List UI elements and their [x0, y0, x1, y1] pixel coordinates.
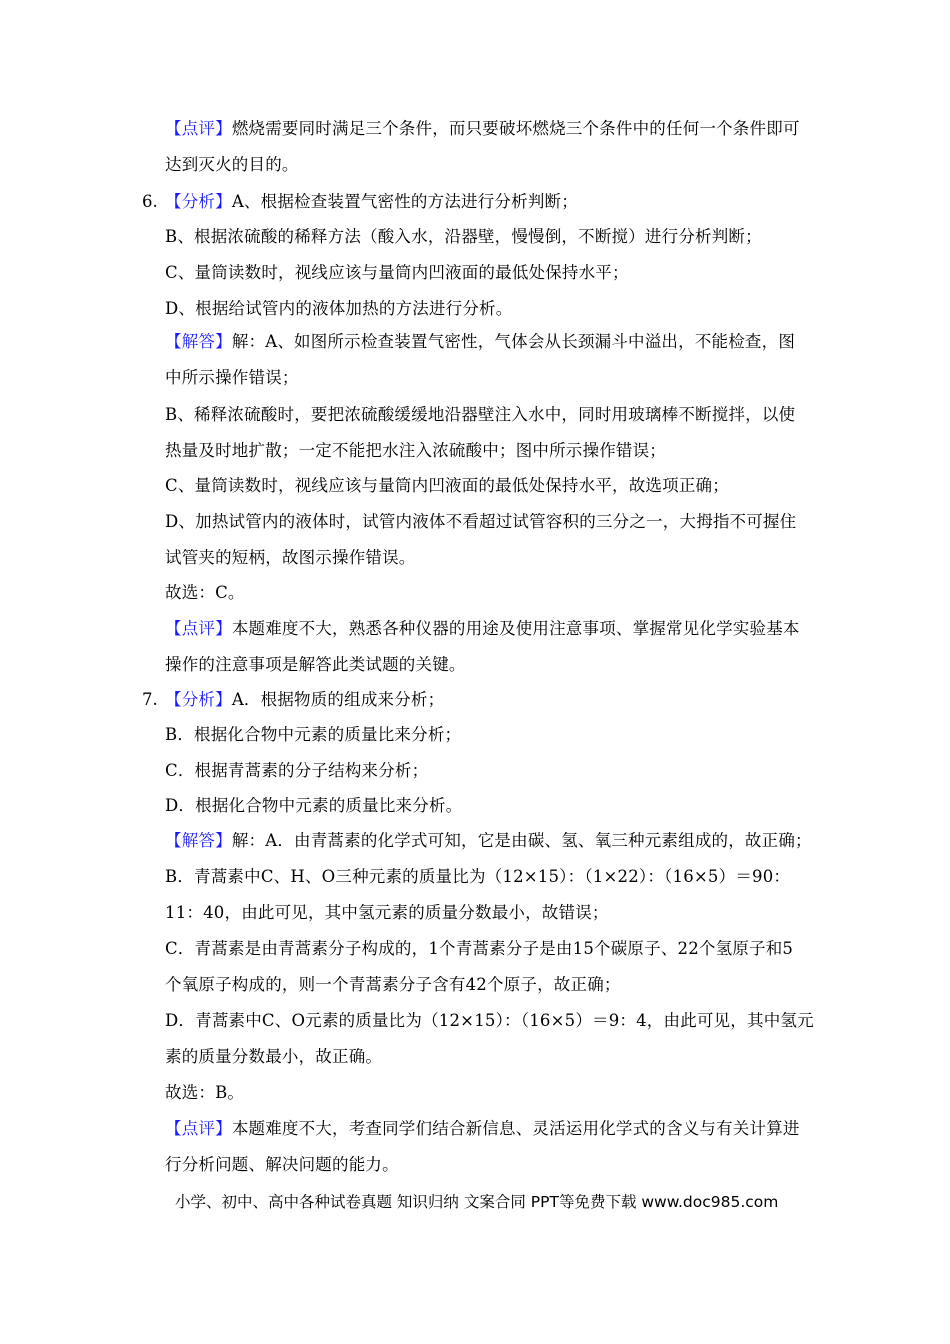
text-line: [165, 475, 729, 497]
text-line: [165, 440, 666, 462]
text-line: [165, 974, 621, 996]
line-text: 11：40，由此可见，其中氢元素的质量分数最小，故错误；: [165, 903, 609, 922]
section-tag: 【解答】: [165, 831, 232, 850]
text-line: [165, 154, 299, 176]
line-text: B、稀释浓硫酸时，要把浓硫酸缓缓地沿器壁注入水中，同时用玻璃棒不断搅拌，以使: [165, 405, 796, 424]
text-line: [165, 1082, 244, 1104]
line-text: D、加热试管内的液体时，试管内液体不看超过试管容积的三分之一，大拇指不可握住: [165, 512, 797, 531]
line-text: 试管夹的短柄，故图示操作错误。: [165, 548, 416, 567]
text-line: [165, 191, 578, 213]
section-tag: 【点评】: [165, 119, 232, 138]
text-line: [165, 1154, 399, 1176]
line-text: 燃烧需要同时满足三个条件，而只要破坏燃烧三个条件中的任何一个条件即可: [231, 119, 800, 138]
text-line: [165, 830, 812, 852]
text-line: [165, 582, 245, 604]
line-text: 行分析问题、解决问题的能力。: [165, 1155, 399, 1174]
section-tag: 【点评】: [165, 1119, 232, 1138]
text-line: [165, 654, 466, 676]
line-text: 素的质量分数最小，故正确。: [165, 1047, 383, 1066]
text-line: [165, 1118, 800, 1140]
question-number: 7.: [142, 690, 158, 709]
line-text: 本题难度不大，考查同学们结合新信息、灵活运用化学式的含义与有关计算进: [231, 1119, 800, 1138]
text-line: [165, 618, 800, 640]
page-footer: 小学、初中、高中各种试卷真题 知识归纳 文案合同 PPT等免费下载 www.doc985.com: [175, 1193, 779, 1211]
text-line: [165, 689, 444, 711]
line-text: C．青蒿素是由青蒿素分子构成的，1个青蒿素分子是由15个碳原子、22个氢原子和5: [165, 939, 794, 958]
line-text: 本题难度不大，熟悉各种仪器的用途及使用注意事项、掌握常见化学实验基本: [231, 619, 800, 638]
text-line: [165, 1010, 814, 1032]
section-tag: 【分析】: [165, 690, 232, 709]
line-text: 解：A．由青蒿素的化学式可知，它是由碳、氢、氧三种元素组成的，故正确；: [231, 831, 812, 850]
line-text: C、量筒读数时，视线应该与量筒内凹液面的最低处保持水平；: [165, 263, 629, 282]
section-tag: 【分析】: [165, 192, 232, 211]
text-line: [165, 298, 512, 320]
line-text: C．根据青蒿素的分子结构来分析；: [165, 761, 429, 780]
text-line: [165, 367, 299, 389]
line-text: 热量及时地扩散；一定不能把水注入浓硫酸中；图中所示操作错误；: [165, 441, 666, 460]
line-text: 个氧原子构成的，则一个青蒿素分子含有42个原子，故正确；: [165, 975, 621, 994]
section-tag: 【点评】: [165, 619, 232, 638]
line-text: 解：A、如图所示检查装置气密性，气体会从长颈漏斗中溢出，不能检查，图: [231, 332, 796, 351]
text-line: [165, 262, 629, 284]
line-text: 中所示操作错误；: [165, 368, 299, 387]
line-text: 操作的注意事项是解答此类试题的关键。: [165, 655, 466, 674]
text-line: [165, 760, 428, 782]
text-line: [165, 404, 795, 426]
line-text: D．青蒿素中C、O元素的质量比为（12×15）：（16×5）＝9：4，由此可见，其中氢元: [165, 1011, 814, 1030]
text-line: [165, 724, 461, 746]
text-line: [165, 331, 795, 353]
section-tag: 【解答】: [165, 332, 232, 351]
line-text: 达到灭火的目的。: [165, 155, 299, 174]
line-text: A．根据物质的组成来分析；: [231, 690, 445, 709]
line-text: B．根据化合物中元素的质量比来分析；: [165, 725, 462, 744]
text-line: [165, 1046, 382, 1068]
text-line: [165, 511, 796, 533]
line-text: D、根据给试管内的液体加热的方法进行分析。: [165, 299, 513, 318]
text-line: [165, 938, 793, 960]
text-line: [165, 226, 762, 248]
line-text: D．根据化合物中元素的质量比来分析。: [165, 796, 463, 815]
question-number: 6.: [142, 192, 158, 211]
text-line: [165, 547, 416, 569]
text-line: [165, 866, 790, 888]
line-text: A、根据检查装置气密性的方法进行分析判断；: [231, 192, 578, 211]
text-line: [165, 118, 800, 140]
line-text: B．青蒿素中C、H、O三种元素的质量比为（12×15）：（1×22）：（16×5）＝90：: [165, 867, 791, 886]
text-line: [165, 902, 609, 924]
text-line: [165, 795, 462, 817]
line-text: 故选：C。: [165, 583, 245, 602]
line-text: C、量筒读数时，视线应该与量筒内凹液面的最低处保持水平，故选项正确；: [165, 476, 729, 495]
line-text: B、根据浓硫酸的稀释方法（酸入水，沿器壁，慢慢倒，不断搅）进行分析判断；: [165, 227, 762, 246]
line-text: 故选：B。: [165, 1083, 245, 1102]
